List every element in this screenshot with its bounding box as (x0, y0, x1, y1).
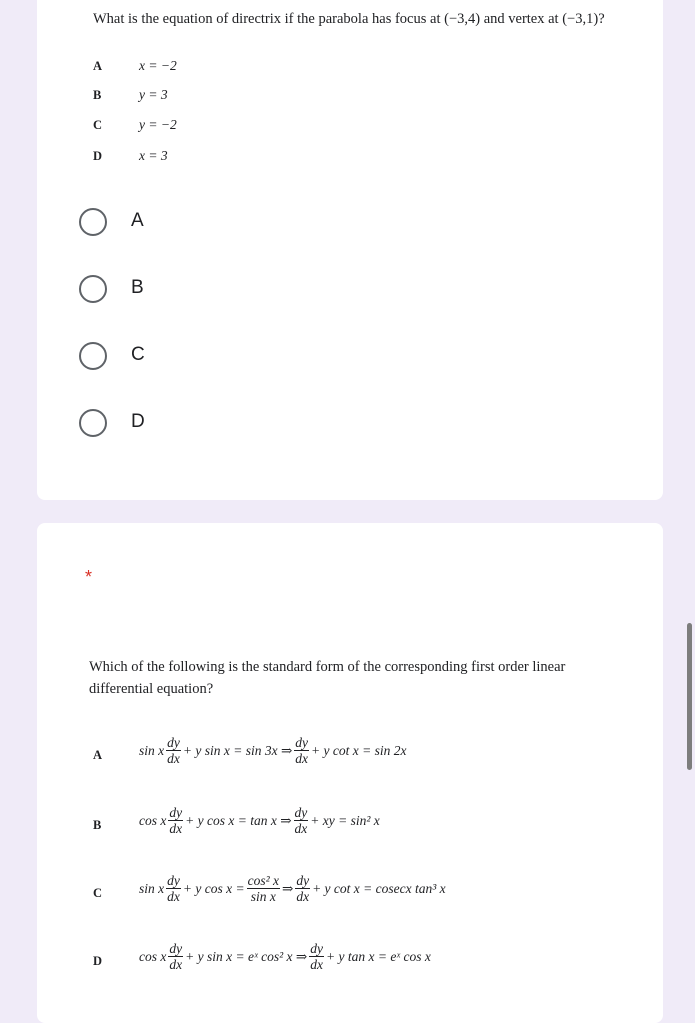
radio-button-icon[interactable] (79, 275, 107, 303)
choice-letter: B (93, 88, 102, 102)
expr-term: + y cot x = cosecx tan³ x (312, 880, 446, 896)
radio-option-d[interactable] (79, 409, 279, 449)
de-expression (139, 941, 431, 972)
choice-letter: C (93, 118, 103, 132)
scrollbar-thumb[interactable] (687, 623, 692, 770)
choice-letter: C (93, 886, 103, 900)
dy-dx-fraction (166, 873, 181, 904)
trig-fraction (247, 873, 280, 904)
frac-num: dy (296, 873, 310, 888)
focus-point: (−3,4) (444, 11, 481, 27)
expr-term: cos x (139, 948, 167, 964)
expr-term: cos x (139, 812, 167, 828)
choice-expression: y = −2 (139, 117, 177, 132)
question-1-text-part: and vertex at (480, 11, 563, 27)
frac-den: dx (310, 957, 323, 972)
radio-option-label: D (131, 411, 145, 432)
frac-num: dy (169, 805, 183, 820)
frac-num: dy (167, 873, 180, 888)
frac-num: dy (295, 735, 309, 750)
vertex-point: (−3,1) (562, 11, 599, 27)
radio-option-c[interactable] (79, 342, 279, 382)
choice-letter: D (93, 149, 103, 163)
dy-dx-fraction (294, 805, 309, 836)
expr-term: sin x (139, 880, 165, 896)
choice-expression: y = 3 (139, 87, 168, 102)
frac-den: dx (294, 821, 308, 836)
question-card-2 (37, 523, 663, 1023)
expr-term: + y cot x = sin 2x (311, 742, 407, 758)
question-1-text-part: ? (598, 11, 605, 27)
frac-den: dx (167, 751, 180, 766)
frac-num: dy (310, 941, 323, 956)
choice-letter: A (93, 748, 103, 762)
choice-letter: A (93, 59, 103, 73)
dy-dx-fraction (295, 873, 310, 904)
choice-letter: B (93, 818, 102, 832)
frac-num: cos² x (247, 873, 279, 888)
radio-option-label: B (131, 277, 144, 298)
frac-den: dx (296, 889, 310, 904)
radio-button-icon[interactable] (79, 342, 107, 370)
frac-den: dx (295, 751, 309, 766)
choice-expression: x = 3 (139, 148, 168, 163)
expr-term: + y sin x = eˣ cos² x ⇒ (185, 948, 308, 964)
question-1-text-part: What is the equation of directrix if the parabola has focus at (93, 11, 445, 27)
expr-term: sin x (139, 742, 165, 758)
radio-option-label: C (131, 344, 145, 365)
implies-arrow: ⇒ (282, 880, 294, 896)
de-expression (139, 735, 406, 766)
dy-dx-fraction (168, 941, 183, 972)
expr-term: + xy = sin² x (310, 812, 380, 828)
frac-num: dy (294, 805, 308, 820)
de-expression (139, 873, 446, 904)
frac-num: dy (167, 735, 180, 750)
dy-dx-fraction (309, 941, 324, 972)
expr-term: + y cos x = tan x ⇒ (185, 812, 292, 828)
expr-term: + y cos x = (182, 880, 245, 896)
expr-term: + y tan x = eˣ cos x (325, 948, 431, 964)
frac-den: dx (167, 889, 180, 904)
question-2-text: Which of the following is the standard form of the corresponding first order linear differential equation? (89, 659, 566, 697)
dy-dx-fraction (166, 735, 181, 766)
radio-option-label: A (131, 210, 144, 231)
question-1-text (93, 8, 653, 30)
radio-option-a[interactable] (79, 208, 279, 248)
question-card-1 (37, 0, 663, 500)
radio-button-icon[interactable] (79, 409, 107, 437)
de-expression (139, 805, 380, 836)
frac-num: dy (169, 941, 183, 956)
radio-button-icon[interactable] (79, 208, 107, 236)
dy-dx-fraction (294, 735, 309, 766)
frac-den: dx (169, 957, 183, 972)
required-star-icon: * (85, 567, 93, 587)
frac-den: sin x (250, 889, 276, 904)
frac-den: dx (169, 821, 183, 836)
radio-option-b[interactable] (79, 275, 279, 315)
choice-letter: D (93, 954, 103, 968)
choice-expression: x = −2 (139, 58, 177, 73)
dy-dx-fraction (168, 805, 183, 836)
expr-term: + y sin x = sin 3x ⇒ (182, 742, 293, 758)
